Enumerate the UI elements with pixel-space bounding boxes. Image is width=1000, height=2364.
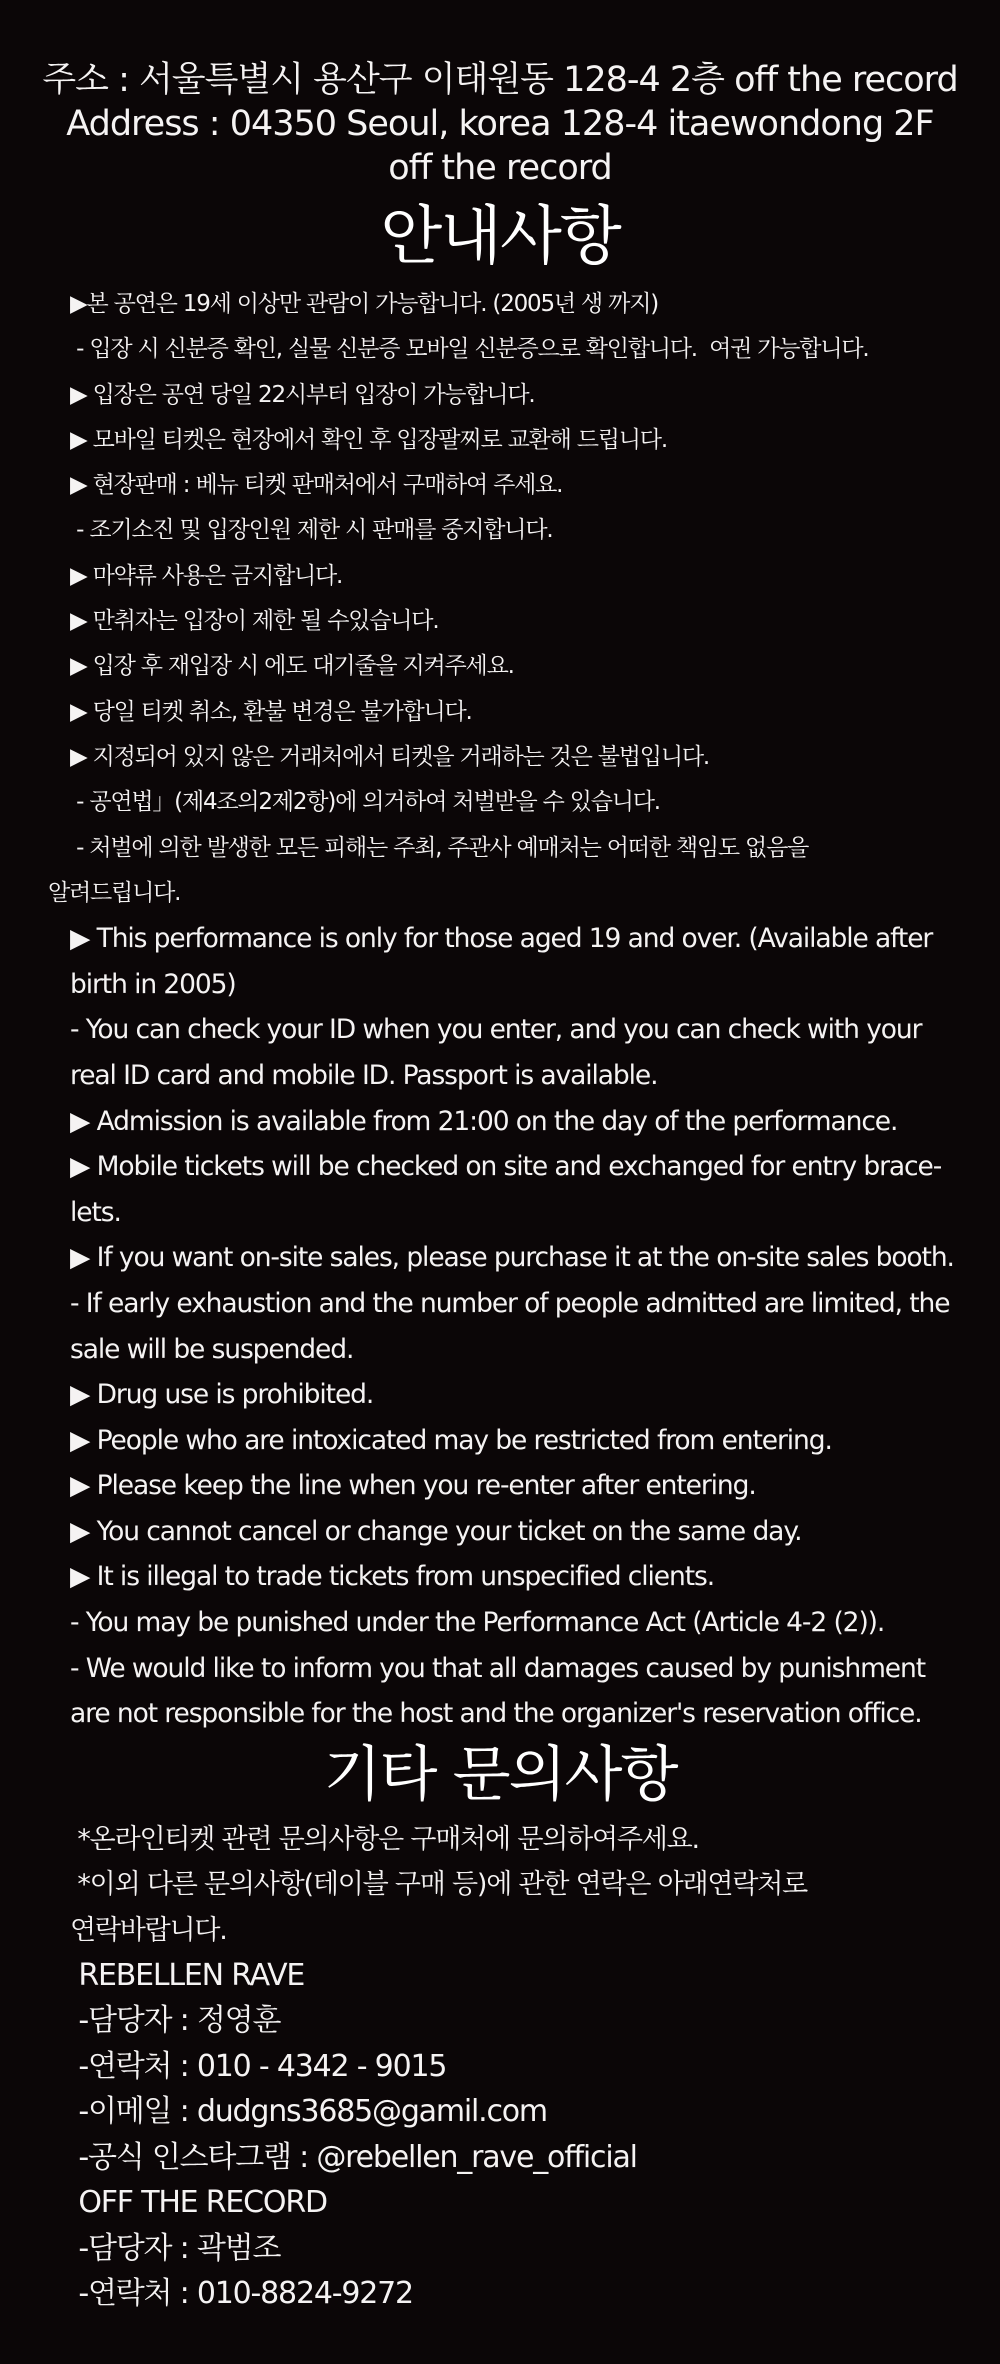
address-block (0, 58, 1000, 190)
notice-line-english: are not responsible for the host and the organizer's reservation office. (70, 1698, 922, 1730)
notice-line: ▶ 현장판매 : 베뉴 티켓 판매처에서 구매하여 주세요. (70, 472, 563, 499)
notice-line: 알려드립니다. (48, 879, 181, 906)
address-korean: 주소 : 서울특별시 용산구 이태원동 128-4 2층 off the record (42, 60, 958, 100)
notice-line-english: ▶ It is illegal to trade tickets from unspecified clients. (70, 1561, 715, 1593)
contact-line: REBELLEN RAVE (70, 1958, 305, 1994)
notice-line: ▶ 모바일 티켓은 현장에서 확인 후 입장팔찌로 교환해 드립니다. (70, 426, 667, 453)
contact-line: -담당자 : 정영훈 (70, 2003, 281, 2039)
notice-line: ▶ 마약류 사용은 금지합니다. (70, 562, 343, 589)
contact-instagram: -공식 인스타그램 : @rebellen_rave_official (70, 2139, 637, 2175)
notice-line-english: birth in 2005) (70, 968, 236, 1000)
contact-phone: -연락처 : 010 - 4342 - 9015 (70, 2048, 447, 2084)
notice-line-english: ▶ Drug use is prohibited. (70, 1379, 374, 1411)
notice-line: - 조기소진 및 입장인원 제한 시 판매를 중지합니다. (70, 517, 553, 544)
notice-line: ▶ 만취자는 입장이 제한 될 수있습니다. (70, 608, 439, 635)
notice-title: 안내사항 (380, 200, 620, 274)
inquiry-note: *온라인티켓 관련 문의사항은 구매처에 문의하여주세요. (70, 1823, 699, 1855)
notice-line: ▶ 입장은 공연 당일 22시부터 입장이 가능합니다. (70, 381, 535, 408)
notice-line-english: - You can check your ID when you enter, and you can check with your (70, 1014, 922, 1046)
notice-line-english: - You may be punished under the Performance Act (Article 4-2 (2)). (70, 1607, 885, 1639)
notice-line-english: - If early exhaustion and the number of people admitted are limited, the (70, 1287, 950, 1319)
notice-line-english: - We would like to inform you that all damages caused by punishment (70, 1652, 925, 1684)
notice-line-english: ▶ People who are intoxicated may be restricted from entering. (70, 1424, 832, 1456)
notice-line-english: ▶ Please keep the line when you re-enter after entering. (70, 1470, 756, 1502)
notice-line-english: ▶ This performance is only for those aged 19 and over. (Available after (70, 923, 933, 955)
notice-line: ▶ 입장 후 재입장 시 에도 대기줄을 지켜주세요. (70, 653, 514, 680)
notice-line-english: ▶ If you want on-site sales, please purchase it at the on-site sales booth. (70, 1242, 954, 1274)
notice-line-english: ▶ Mobile tickets will be checked on site and exchanged for entry brace- (70, 1151, 942, 1183)
contact-email: -이메일 : dudgns3685@gamil.com (70, 2094, 547, 2130)
inquiry-title: 기타 문의사항 (323, 1739, 677, 1810)
notice-line-english: ▶ You cannot cancel or change your ticket on the same day. (70, 1515, 802, 1547)
inquiry-note: *이외 다른 문의사항(테이블 구매 등)에 관한 연락은 아래연락처로 (70, 1869, 807, 1901)
notice-line: ▶본 공연은 19세 이상만 관람이 가능합니다. (2005년 생 까지) (70, 291, 658, 317)
address-english: Address : 04350 Seoul, korea 128-4 itaewondong 2F (66, 104, 934, 144)
inquiry-list (0, 1817, 1000, 2316)
notice-line: ▶ 당일 티켓 취소, 환불 변경은 불가합니다. (70, 698, 472, 725)
address-english-venue: off the record (388, 148, 612, 188)
notice-line-english: ▶ Admission is available from 21:00 on the day of the performance. (70, 1105, 898, 1137)
notice-line: - 입장 시 신분증 확인, 실물 신분증 모바일 신분증으로 확인합니다. 여권 가능합니다. (70, 336, 869, 363)
notice-line-english: real ID card and mobile ID. Passport is available. (70, 1059, 658, 1091)
contact-line: -담당자 : 곽범조 (70, 2230, 281, 2266)
contact-phone: -연락처 : 010-8824-9272 (70, 2275, 413, 2311)
inquiry-note: 연락바랍니다. (70, 1914, 227, 1946)
notice-line: ▶ 지정되어 있지 않은 거래처에서 티켓을 거래하는 것은 불법입니다. (70, 743, 709, 770)
notice-line: - 공연법」(제4조의2제2항)에 의거하여 처벌받을 수 있습니다. (70, 789, 660, 816)
notice-line-english: lets. (70, 1196, 121, 1228)
notice-list (0, 282, 1000, 1737)
notice-line-english: sale will be suspended. (70, 1333, 354, 1365)
contact-line: OFF THE RECORD (70, 2185, 327, 2221)
notice-line: - 처벌에 의한 발생한 모든 피해는 주최, 주관사 예매처는 어떠한 책임도 없음을 (70, 834, 809, 861)
